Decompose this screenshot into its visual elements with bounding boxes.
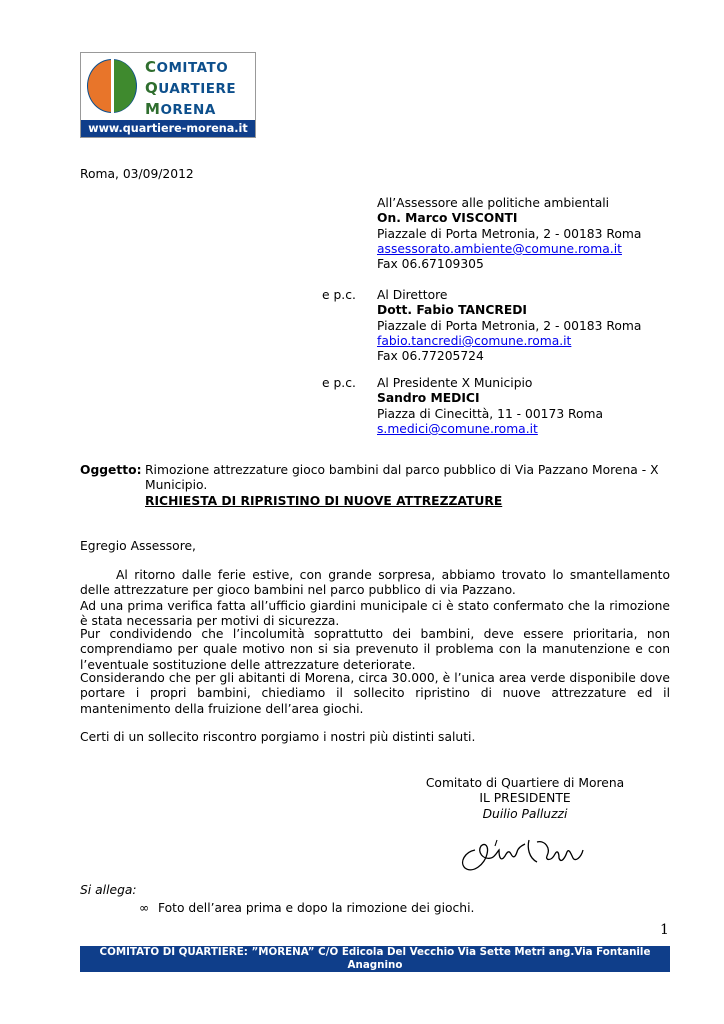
logo-url: www.quartiere-morena.it (81, 120, 255, 137)
body-paragraph-1: Al ritorno dalle ferie estive, con grande sorpresa, abbiamo trovato lo smantellamento delle attrezzature per gioco bambini nel parco pubblico di via Pazzano. (80, 568, 670, 598)
signature-role: IL PRESIDENTE (479, 791, 571, 806)
footer-line-2: 00118 Morena (RM) – rec. tel / fax 06 – 79847295 * E-mail: cdqmorena@quartiere-morena.it (109, 972, 641, 984)
page-number: 1 (660, 922, 669, 938)
subject-request: RICHIESTA DI RIPRISTINO DI NUOVE ATTREZZATURE (145, 493, 503, 508)
subject-line-2: Municipio. (145, 478, 208, 493)
logo-wordmark: COMITATO QUARTIERE MORENA (145, 58, 237, 118)
body-paragraph-4: Considerando che per gli abitanti di Morena, circa 30.000, è l’unica area verde disponibile dove portare i propri bambini, chiediamo il sollecito ripristino di nuove attrezzature ed il mantenimento della fruizione dell’area giochi. (80, 671, 670, 716)
attachment-bullet-icon: ∞ (139, 901, 150, 915)
signature-org: Comitato di Quartiere di Morena (425, 776, 625, 790)
committee-logo (80, 52, 256, 138)
recipient-fax: Fax 06.77205724 (377, 349, 484, 364)
attachment-label: Si allega: (80, 883, 137, 897)
recipient-fax: Fax 06.67109305 (377, 257, 484, 272)
recipient-title: All’Assessore alle politiche ambientali (377, 196, 610, 210)
salutation: Egregio Assessore, (80, 539, 196, 553)
letterhead-footer (80, 946, 670, 984)
recipient-title: Al Direttore (377, 288, 448, 302)
subject-text (145, 463, 670, 509)
recipient-block-1 (377, 196, 641, 272)
recipient-title: Al Presidente X Municipio (377, 376, 533, 390)
logo-emblem-icon (85, 57, 139, 115)
recipient-block-2 (377, 288, 641, 364)
recipient-name: Sandro MEDICI (377, 391, 480, 406)
body-paragraph-3: Pur condividendo che l’incolumità soprattutto dei bambini, deve essere prioritaria, non comprendiamo per quale motivo non si sia prevenuto il problema con la manutenzione e con l’eventuale sostituzione delle attrezzature deteriorate. (80, 627, 670, 672)
closing-line: Certi di un sollecito riscontro porgiamo i nostri più distinti saluti. (80, 730, 476, 744)
cc-prefix: e p.c. (322, 376, 356, 390)
recipient-address: Piazzale di Porta Metronia, 2 - 00183 Roma (377, 226, 642, 241)
subject-line-1: Rimozione attrezzature gioco bambini dal parco pubblico di Via Pazzano Morena - X (145, 463, 659, 477)
signature-block (380, 776, 670, 822)
recipient-email-link[interactable]: s.medici@comune.roma.it (377, 421, 538, 436)
recipient-address: Piazza di Cinecittà, 11 - 00173 Roma (377, 406, 604, 421)
handwritten-signature-icon (455, 828, 595, 878)
signature-name: Duilio Palluzzi (482, 806, 568, 821)
attachment-item: Foto dell’area prima e dopo la rimozione dei giochi. (158, 901, 475, 915)
body-paragraph-2: Ad una prima verifica fatta all’ufficio giardini municipale ci è stato confermato che la rimozione è stata necessaria per motivi di sicurezza. (80, 599, 670, 629)
recipient-name: Dott. Fabio TANCREDI (377, 303, 528, 318)
subject-label: Oggetto: (80, 463, 142, 477)
recipient-name: On. Marco VISCONTI (377, 211, 518, 226)
recipient-email-link[interactable]: fabio.tancredi@comune.roma.it (377, 333, 572, 348)
cc-prefix: e p.c. (322, 288, 356, 302)
recipient-email-link[interactable]: assessorato.ambiente@comune.roma.it (377, 241, 622, 256)
recipient-address: Piazzale di Porta Metronia, 2 - 00183 Roma (377, 318, 642, 333)
recipient-block-3 (377, 376, 603, 437)
letter-date: Roma, 03/09/2012 (80, 167, 194, 181)
footer-line-1: COMITATO DI QUARTIERE: ”MORENA” C/O Edicola Del Vecchio Via Sette Metri ang.Via Fontanile Anagnino (99, 946, 651, 971)
